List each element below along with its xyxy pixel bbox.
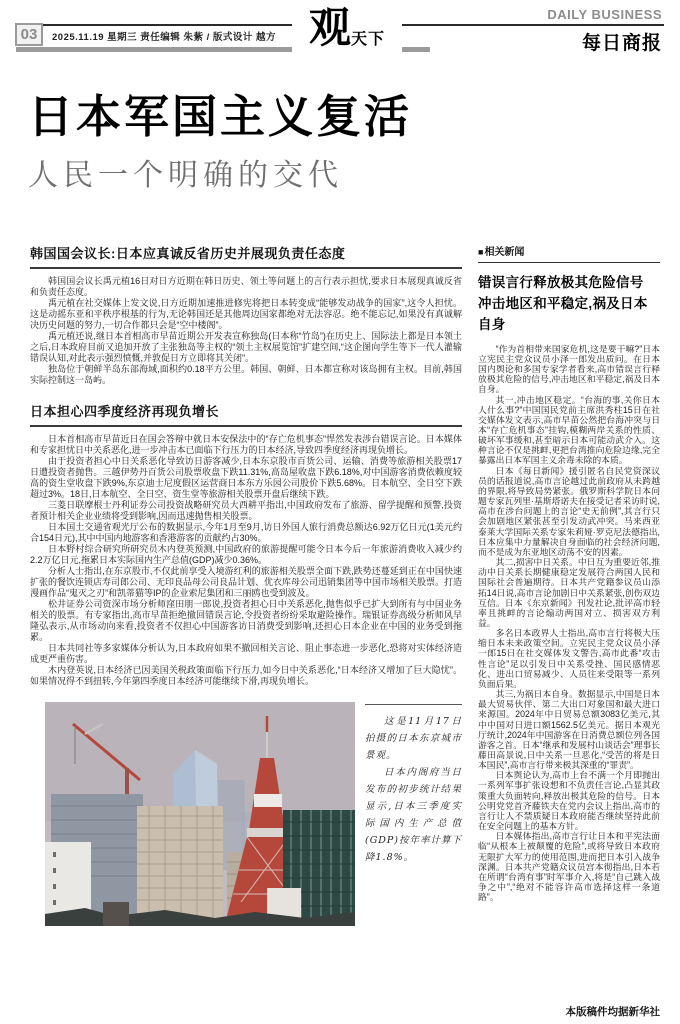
- paragraph: 多名日本政界人士指出,高市言行将极大压缩日本未来政策空间。立宪民主党众议员小泽一郎15日在社交媒体发文警告,高市此番“攻击性言论”足以引发日中关系受挫、国民感情恶化、进出口贸易减少、人员往来受限等一系列负面后果。: [478, 628, 660, 689]
- article1-body: [30, 276, 462, 386]
- related-news-sidebar: [478, 243, 660, 1018]
- sidebar-headline-line2: 冲击地区和平稳定,祸及日本自身: [478, 295, 648, 332]
- headline-block: [28, 92, 468, 194]
- paragraph: 分析人士指出,在东京股市,不仅此前享受入境游红利的旅游相关股票全面下跌,跌势还蔓延到正在中国快速扩张的餐饮连锁店寿司郎公司、无印良品母公司良品计划、优衣库母公司迅销集团等中国市场相关股票。打造漫画作品“鬼灭之刃”和凯蒂猫等IP的企业索尼集团和三丽鸥也受到波及。: [30, 566, 463, 598]
- masthead-chinese-title: 每日商报: [581, 32, 662, 54]
- caption-rule: [365, 704, 462, 705]
- page-number: 03: [15, 23, 43, 46]
- logo-guan-character: 观: [308, 3, 351, 52]
- paragraph: 日本国土交通省观光厅公布的数据显示,今年1月至9月,访日外国人旅行消费总额达6.92万亿日元(1美元约合154日元),其中中国内地游客和香港游客的贡献约占30%。: [30, 522, 462, 543]
- date-editor-line: 2025.11.19 星期三 责任编辑 朱紫 / 版式设计 越方: [52, 32, 276, 43]
- paragraph: 其三,为祸日本自身。数据显示,中国是日本最大贸易伙伴、第二大出口对象国和最大进口来源国。2024年中日贸易总额3083亿美元,其中中国对日进口额1562.5亿美元。据日本观光厅统计,2024年中国游客在日消费总额位列各国游客之首。日本“继承和发展村山谈话会”理事长藤田高景说,日中关系一旦恶化,“受苦的将是日本国民”,高市言行带来极其深重的“罪责”。: [478, 689, 660, 771]
- paragraph: 其一,冲击地区稳定。“台海的事,关你日本人什么事?”中国国民党前主席洪秀柱15日在社交媒体发文表示,高市早苗公然把台海冲突与日本“存亡危机事态”挂钩,模糊两岸关系的性质、破坏军事缓和,甚至暗示日本可能动武介入。这种言论不仅是挑衅,更把台湾推向危险边缘,完全暴露出日本军国主义余毒未除的本质。: [478, 394, 660, 466]
- paragraph: 木内登英说,日本经济已因美国关税政策面临下行压力,如今日中关系恶化,“日本经济又增加了巨大隐忧”。如果情况得不到扭转,今年第四季度日本经济可能继续下滑,再现负增长。: [30, 665, 462, 686]
- photo-block: [45, 702, 462, 926]
- paragraph: 独岛位于朝鲜半岛东部海域,面积约0.18平方公里。韩国、朝鲜、日本都宣称对该岛拥有主权。目前,韩国实际控制这一岛屿。: [30, 364, 462, 385]
- paragraph: “作为首相带来国家危机,这是要干嘛?”日本立宪民主党众议员小泽一郎发出质问。在日本国内舆论和多国专家学者看来,高市错误言行释放极其危险的信号,冲击地区和平稳定,祸及日本自身。: [478, 343, 660, 395]
- caption-paragraph: 日本内阁府当日发布的初步统计结果显示,日本三季度实际国内生产总值(GDP)按年率计算下降1.8%。: [365, 767, 463, 863]
- paragraph: 其二,损害中日关系。中日互为重要近邻,推动中日关系长期健康稳定发展符合两国人民和国际社会普遍期待。日本共产党籍参议员山添拓14日说,高市言论加剧日中关系紧张,创伤双边互信。日本《东京新闻》刊发社论,批评高市轻率且挑衅的言论煽动两国对立、损害双方利益。: [478, 557, 660, 628]
- article-japan-economy: [30, 401, 462, 687]
- sidebar-headline-line1: 错误言行释放极其危险信号: [478, 275, 644, 290]
- article1-heading: 韩国国会议长:日本应真诚反省历史并展现负责任态度: [30, 243, 462, 269]
- sub-headline: 人民一个明确的交代: [28, 158, 343, 192]
- related-news-kicker: [478, 243, 660, 263]
- article-korea-speaker: [30, 243, 462, 386]
- paragraph: 日本共同社等多家媒体分析认为,日本政府如果不撤回相关言论、阻止事态进一步恶化,恐将对实体经济造成更严重伤害。: [30, 643, 462, 664]
- paragraph: 由于投资者担心中日关系恶化导致访日游客减少,日本东京股市百货公司、运输、消费等旅游相关股票17日遭投资者抛售。三越伊势丹百货公司股票收盘下跌11.31%,高岛屋收盘下跌6.18%,对中国游客消费依赖度较高的资生堂收盘下跌9%,东京迪士尼度假区运营商日本东方乐园公司股价下跌5.68%。日本航空、全日空下跌超过3%。18日,日本航空、全日空、资生堂等旅游相关股票开盘后继续下跌。: [30, 456, 462, 499]
- sidebar-body: [478, 344, 660, 996]
- caption-paragraph: 这是11月17日拍摄的日本东京城市景观。: [365, 716, 462, 761]
- main-headline: 日本军国主义复活: [28, 91, 413, 142]
- logo-tianxia-label: 天下: [351, 31, 386, 48]
- paragraph: 日本《每日新闻》援引匿名自民党资深议员的话报道说,高市言论越过此前政府从未跨越的界限,将导致局势紧张。俄罗斯科学院日本问题专家瓦列里·基斯塔诺夫在接受记者采访时说,高市在涉台问题上的言论“史无前例”,其言行只会加剧地区紧张甚至引发动武冲突。马来西亚泰莱大学国际关系专家朱莉娅·罗克尼法德指出,日本应集中力量解决自身面临的社会经济问题,而不是成为东亚地区动荡不安的因素。: [478, 465, 660, 557]
- main-column: [30, 243, 462, 926]
- kicker-label: 相关新闻: [484, 247, 525, 258]
- caption-text: [365, 713, 462, 866]
- paragraph: 日本媒体指出,高市言行让日本和平宪法面临“从根本上被颠覆的危险”,或将导致日本政府无限扩大军力的使用范围,进而把日本引入战争深渊。日本共产党籍众议员宫本彻指出,日本若在所谓“台湾有事”时军事介入,将是“自己跳入战争之中”,“绝对不能容许高市选择这样一条道路”。: [478, 831, 660, 903]
- article2-body: [30, 434, 462, 687]
- tokyo-skyline-photo: [45, 702, 355, 926]
- article2-heading: 日本担心四季度经济再现负增长: [30, 401, 462, 427]
- sidebar-headline: [478, 273, 660, 336]
- paragraph: 日本野村综合研究所研究员木内登英预测,中国政府的旅游提醒可能令日本今后一年旅游消费收入减少约2.2万亿日元,拖累日本实际国内生产总值(GDP)减少0.36%。: [30, 544, 462, 565]
- paragraph: 日本舆论认为,高市上台不满一个月即抛出一系列军事扩张设想和不负责任言论,凸显其政策重大负面转向,释放出极其危险的信号。日本公明党党首齐藤铁夫在党内会议上指出,高市的言行让人不禁质疑日本政府能否继续坚持此前在安全问题上的基本方针。: [478, 770, 660, 832]
- credit-line: 本版稿件均据新华社: [565, 1005, 660, 1018]
- paragraph: 禹元植在社交媒体上发文说,日方近期加速推进修宪将把日本转变成“能够发动战争的国家”,这令人担忧。这是动摇东亚和平秩序根基的行为,无论韩国还是其他周边国家都绝对无法容忍。绝不能忘记,如果没有真诚解决历史问题的努力,一切合作都只会是“空中楼阁”。: [30, 298, 462, 330]
- section-logo: [292, 4, 402, 56]
- tokyo-skyline-illustration: [45, 702, 355, 926]
- paragraph: 松井证券公司资深市场分析师窪田朋一郎说,投资者担心日中关系恶化,抛售似乎已扩大到所有与中国业务相关的股票。有专家指出,高市早苗拒绝撤回错误言论,令投资者纷纷采取避险操作。瑞银证券高级分析师风早隆弘表示,从市场动向来看,投资者不仅担心中国游客访日消费受到影响,还担心日本企业在中国的业务受到拖累。: [30, 599, 462, 642]
- paragraph: 韩国国会议长禹元植16日对日方近期在韩日历史、领土等问题上的言行表示担忧,要求日本展现真诚反省和负责任态度。: [30, 276, 462, 297]
- paragraph: 禹元植还说,继日本首相高市早苗近期公开发表宣称独岛(日本称“竹岛”)在历史上、国际法上都是日本领土之后,日本政府目前又追加开放了主张独岛等主权的“领土主权展览馆”扩建空间,“这企图向学生等下一代人灌输错误认知,对此表示强烈愤慨,并敦促日方立即将其关闭”。: [30, 331, 462, 363]
- masthead-english-title: DAILY BUSINESS: [547, 7, 662, 22]
- paragraph: 日本首相高市早苗近日在国会答辩中就日本安保法中的“存亡危机事态”悍然发表涉台错误言论。日本媒体和专家担忧日中关系恶化,进一步冲击本已面临下行压力的日本经济,导致四季度经济再现负增长。: [30, 434, 462, 455]
- paragraph: 三菱日联摩根士丹利证券公司投资战略研究员大西耕平指出,中国政府发布了旅游、留学提醒和预警,投资者预计相关企业业绩将受到影响,因而迅速抛售相关股票。: [30, 500, 462, 521]
- photo-caption: [365, 702, 462, 926]
- square-bullet-icon: ■: [478, 247, 484, 257]
